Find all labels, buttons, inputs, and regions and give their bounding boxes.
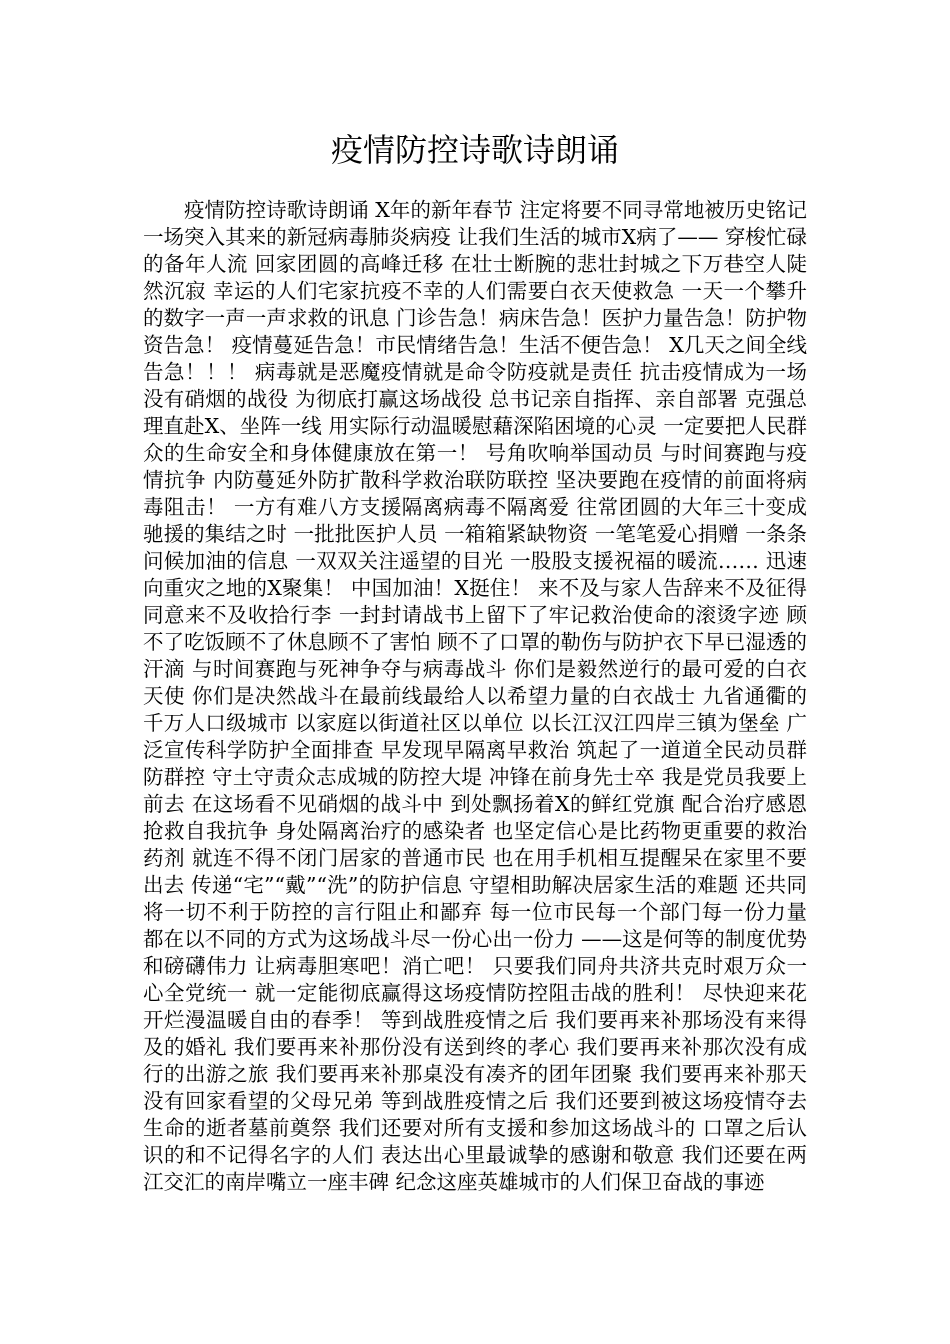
document-body-text: 疫情防控诗歌诗朗诵 X年的新年春节 注定将要不同寻常地被历史铭记 一场突入其来的新冠病毒肺炎病疫 让我们生活的城市X病了—— 穿梭忙碌的备年人流 回家团圆的高峰迁移 在壮士断腕的悲壮封城之下万巷空人陡然沉寂 幸运的人们宅家抗疫不幸的人们需要白衣天使救急 一天一个攀升的数字一声一声求救的讯息 门诊告急！病床告急！医护力量告急！防护物资告急！ 疫情蔓延告急！市民情绪告急！生活不便告急！ X几天之间全线告急！！！ 病毒就是恶魔疫情就是命令防疫就是责任 抗击疫情成为一场没有硝烟的战役 为彻底打赢这场战役 总书记亲自指挥、亲自部署 克强总理直赴X、坐阵一线 用实际行动温暖慰藉深陷困境的心灵 一定要把人民群众的生命安全和身体健康放在第一！ 号角吹响举国动员 与时间赛跑与疫情抗争 内防蔓延外防扩散科学救治联防联控 坚决要跑在疫情的前面将病毒阻击！ 一方有难八方支援隔离病毒不隔离爱 往常团圆的大年三十变成驰援的集结之时 一批批医护人员 一箱箱紧缺物资 一笔笔爱心捐赠 一条条问候加油的信息 一双双关注遥望的目光 一股股支援祝福的暖流…… 迅速向重灾之地的X聚集！ 中国加油！X挺住！ 来不及与家人告辞来不及征得同意来不及收拾行李 一封封请战书上留下了牢记救治使命的滚烫字迹 顾不了吃饭顾不了休息顾不了害怕 顾不了口罩的勒伤与防护衣下早已湿透的汗滴 与时间赛跑与死神争夺与病毒战斗 你们是毅然逆行的最可爱的白衣天使 你们是决然战斗在最前线最给人以希望力量的白衣战士 九省通衢的千万人口级城市 以家庭以街道社区以单位 以长江汉江四岸三镇为堡垒 广泛宣传科学防护全面排查 早发现早隔离早救治 筑起了一道道全民动员群防群控 守土守责众志成城的防控大堤 冲锋在前身先士卒 我是党员我要上前去 在这场看不见硝烟的战斗中 到处飘扬着X的鲜红党旗 配合治疗感恩抢救自我抗争 身处隔离治疗的感染者 也坚定信心是比药物更重要的救治药剂 就连不得不闭门居家的普通市民 也在用手机相互提醒呆在家里不要出去 传递“宅”“戴”“洗”的防护信息 守望相助解决居家生活的难题 还共同将一切不利于防控的言行阻止和鄙弃 每一位市民每一个部门每一份力量 都在以不同的方式为这场战斗尽一份心出一份力 ——这是何等的制度优势和磅礴伟力 让病毒胆寒吧！消亡吧！ 只要我们同舟共济共克时艰万众一心全党统一 就一定能彻底赢得这场疫情防控阻击战的胜利！ 尽快迎来花开烂漫温暖自由的春季！ 等到战胜疫情之后 我们要再来补那场没有来得及的婚礼 我们要再来补那份没有送到终的孝心 我们要再来补那次没有成行的出游之旅 我们要再来补那桌没有凑齐的团年团聚 我们要再来补那天没有回家看望的父母兄弟 等到战胜疫情之后 我们还要到被这场疫情夺去生命的逝者墓前奠祭 我们还要对所有支援和参加这场战斗的 口罩之后认识的和不记得名字的人们 表达出心里最诚挚的感谢和敬意 我们还要在两江交汇的南岸嘴立一座丰碑 纪念这座英雄城市的人们保卫奋战的事迹 <box>143 198 807 1194</box>
document-title: 疫情防控诗歌诗朗诵 <box>330 131 619 169</box>
